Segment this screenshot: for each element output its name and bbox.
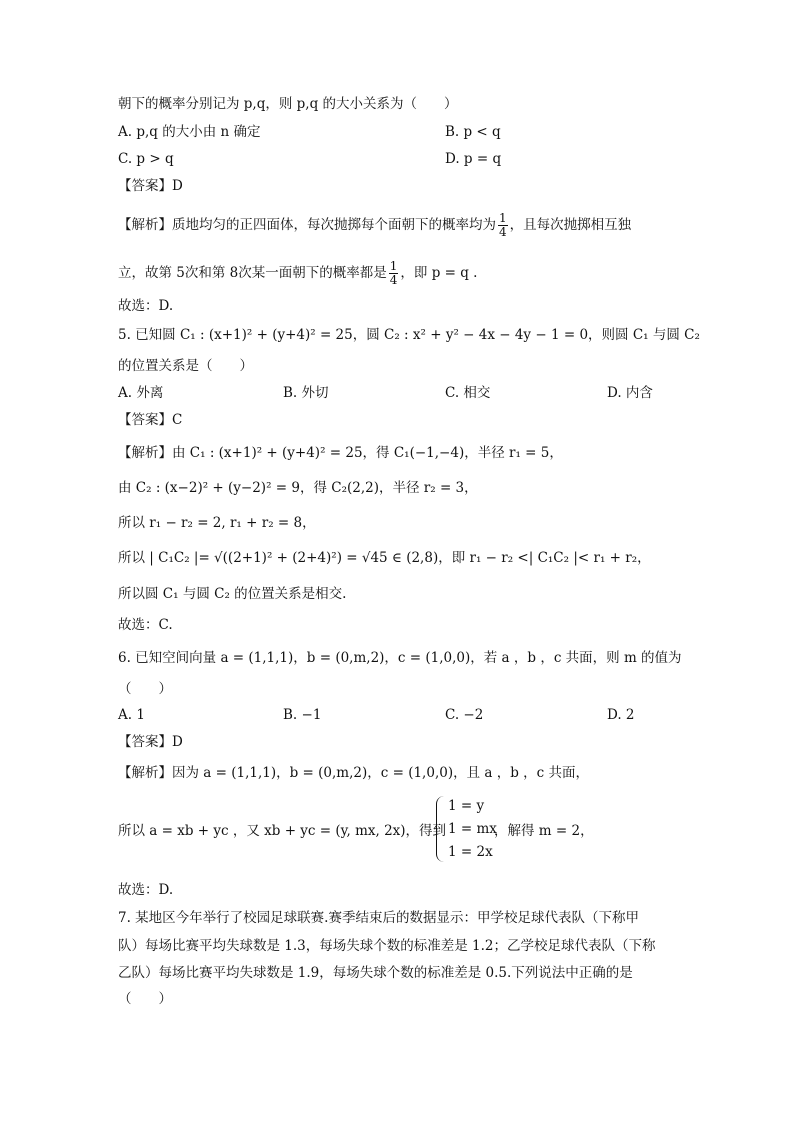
q5-conclusion: 故选：C.: [118, 617, 173, 633]
q6-stem-line2: （ ）: [118, 681, 172, 697]
q7-stem-line3: 乙队）每场比赛平均失球数是 1.9，每场失球个数的标准差是 0.5.下列说法中正确的是: [118, 965, 633, 981]
q4-explanation-line2: [118, 260, 477, 287]
fraction-one-quarter-2: $\frac{1}{4}$: [389, 259, 398, 287]
q5-stem-line2: 的位置关系是（ ）: [118, 358, 253, 374]
q6-answer: 【答案】D: [118, 734, 183, 750]
q5-answer: 【答案】C: [118, 412, 183, 428]
q5-explanation-2: 由 C₂ : (x−2)² + (y−2)² = 9，得 C₂(2,2)，半径 r₂ = 3，: [118, 480, 478, 496]
q6-stem-line1: 6. 已知空间向量 a = (1,1,1)，b = (0,m,2)，c = (1,0,0)，若 a ，b ，c 共面，则 m 的值为: [118, 650, 682, 666]
q6-option-b: B. −1: [283, 707, 322, 723]
q4-exp1-part-a: 【解析】质地均匀的正四面体，每次抛掷每个面朝下的概率均为: [118, 217, 496, 233]
q5-explanation-5: 所以圆 C₁ 与圆 C₂ 的位置关系是相交.: [118, 586, 347, 602]
q7-stem-line1: 7. 某地区今年举行了校园足球联赛.赛季结束后的数据显示：甲学校足球代表队（下称甲: [118, 910, 639, 926]
q6-explanation-1: 【解析】因为 a = (1,1,1)，b = (0,m,2)，c = (1,0,0)，且 a ，b ，c 共面，: [118, 765, 590, 781]
q4-option-a: A. p,q 的大小由 n 确定: [118, 124, 261, 140]
q6-explanation-2: [118, 822, 446, 840]
q5-option-b: B. 外切: [283, 385, 329, 401]
q4-stem-line: 朝下的概率分别记为 p,q，则 p,q 的大小关系为（ ）: [118, 96, 458, 112]
system-row-3: 1 = 2x: [448, 844, 493, 860]
q5-explanation-3: 所以 r₁ − r₂ = 2, r₁ + r₂ = 8，: [118, 515, 316, 531]
q5-option-a: A. 外离: [118, 385, 164, 401]
q6-option-c: C. −2: [445, 707, 484, 723]
fraction-one-quarter: $\frac{1}{4}$: [499, 211, 507, 239]
q4-conclusion: 故选：D.: [118, 298, 174, 314]
system-row-1: 1 = y: [448, 798, 485, 814]
q4-answer: 【答案】D: [118, 178, 183, 194]
q4-explanation-line1: [118, 212, 631, 239]
q5-option-c: C. 相交: [445, 385, 491, 401]
q6-option-d: D. 2: [607, 707, 635, 723]
q4-option-d: D. p = q: [445, 151, 502, 167]
q6-exp2-part-b: ，解得 m = 2，: [494, 823, 594, 839]
q5-stem-line1: 5. 已知圆 C₁ : (x+1)² + (y+4)² = 25，圆 C₂ : x² + y² − 4x − 4y − 1 = 0，则圆 C₁ 与圆 C₂: [118, 327, 700, 343]
q4-option-c: C. p > q: [118, 151, 174, 167]
q4-option-b: B. p < q: [445, 124, 501, 140]
q4-exp2-part-a: 立，故第 5次和第 8次某一面朝下的概率都是: [118, 265, 387, 281]
q7-stem-line2: 队）每场比赛平均失球数是 1.3，每场失球个数的标准差是 1.2；乙学校足球代表队（下称: [118, 938, 656, 954]
q5-explanation-4: 所以 | C₁C₂ |= √((2+1)² + (2+4)²) = √45 ∈ (2,8)，即 r₁ − r₂ <| C₁C₂ |< r₁ + r₂，: [118, 550, 651, 566]
q6-conclusion: 故选：D.: [118, 882, 174, 898]
left-brace: [436, 796, 445, 862]
q5-option-d: D. 内含: [607, 385, 653, 401]
q6-exp2-part-a: 所以 a = xb + yc ，又 xb + yc = (y, mx, 2x)，得到: [118, 823, 447, 839]
q5-explanation-1: 【解析】由 C₁ : (x+1)² + (y+4)² = 25，得 C₁(−1,−4)，半径 r₁ = 5，: [118, 445, 563, 461]
q4-exp2-part-b: ，即 p = q .: [400, 265, 478, 281]
q7-stem-line4: （ ）: [118, 991, 172, 1007]
q4-exp1-part-b: ，且每次抛掷相互独: [509, 217, 632, 233]
system-row-2: 1 = mx: [448, 821, 497, 837]
q6-option-a: A. 1: [118, 707, 145, 723]
